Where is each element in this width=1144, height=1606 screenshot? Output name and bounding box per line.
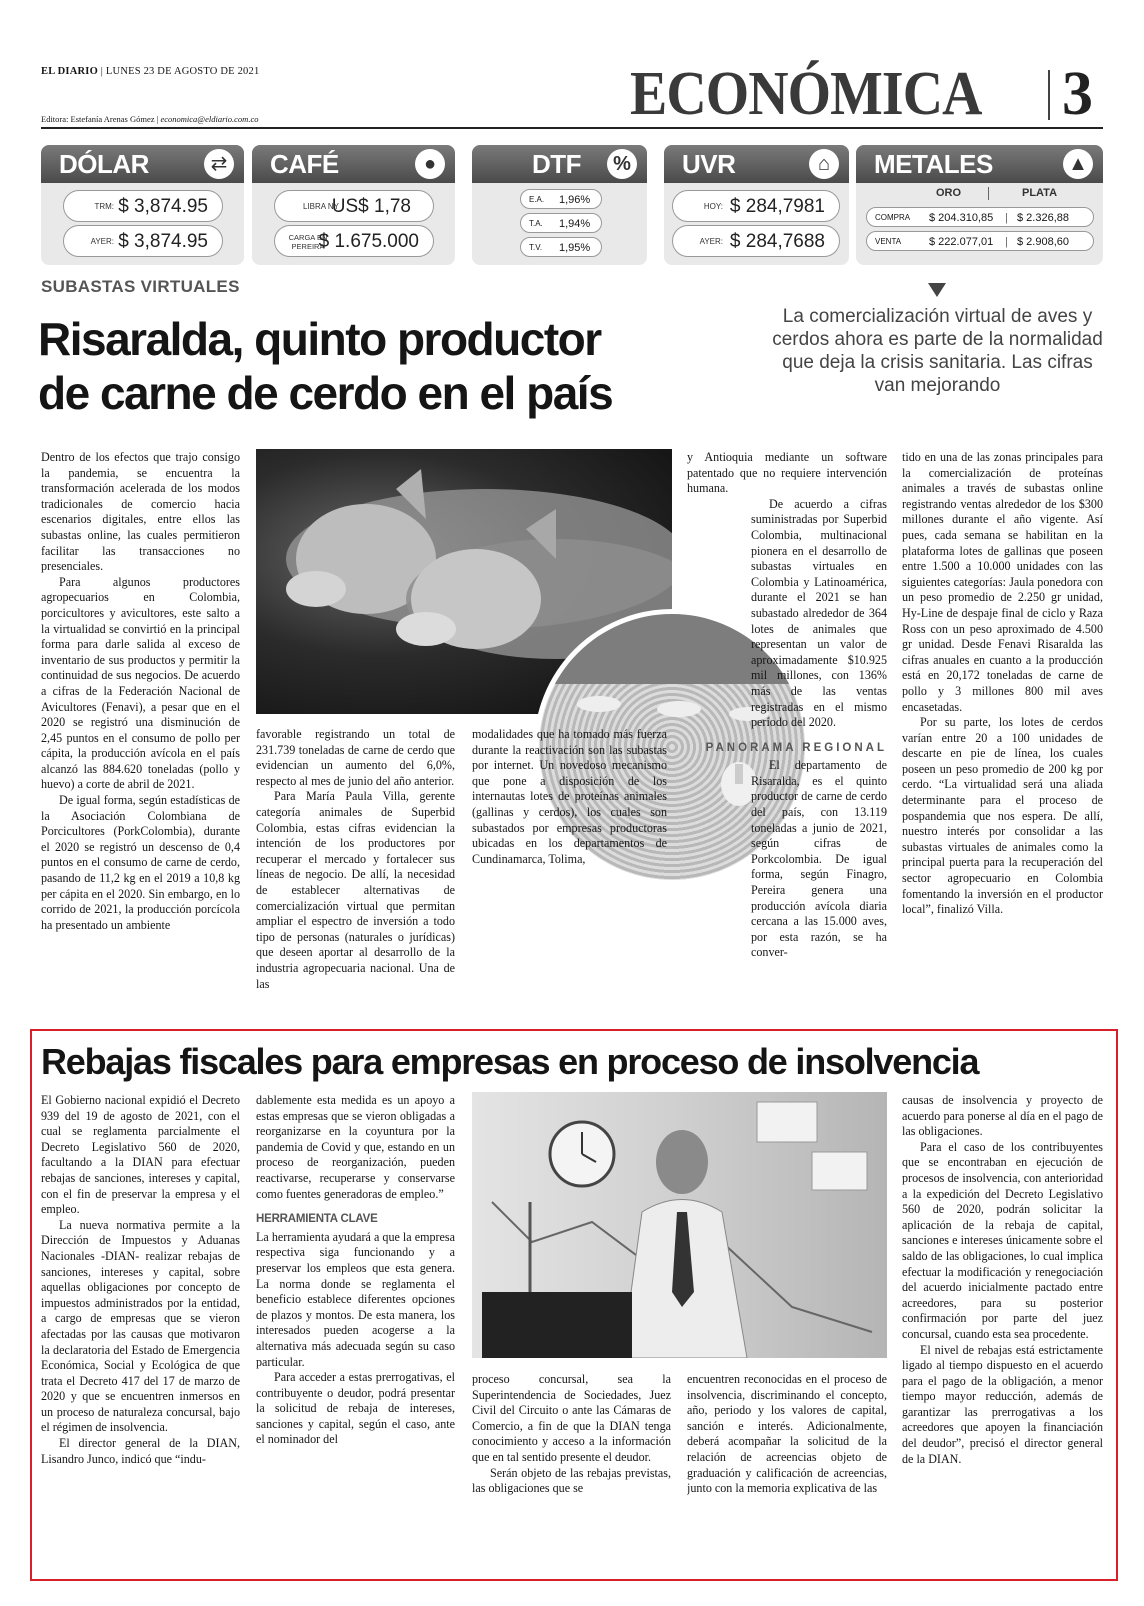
metales-venta-pill: VENTA $ 222.077,01 | $ 2.908,60 — [866, 231, 1094, 251]
businessman-photo — [472, 1092, 887, 1358]
dtf-tv-pill: T.V. 1,95% — [520, 237, 602, 257]
ticker-cafe — [252, 145, 455, 265]
section-divider — [1048, 70, 1050, 120]
article1-column-5: tido en una de las zonas principales para la comercialización de proteínas animales a través de subastas online registrando ventas alrededor de los $300 millones durante el año vigente. Así pues, cada semana se habilitan en la plataforma lotes de gallinas que poseen entre 1.500 a 10.000 unidades con las siguientes categorías: Jaula ponedora con un peso promedio de 2.250 gr unidad, Hy-Line de despaje final de ciclo y Raza Ross con un peso aproximado de 4.500 gr unidad. Desde Fenavi Risaralda las cifras anuales en cuanto a la producción está en 20,172 toneladas de carne de pollo y 3 millones 800 mil aves encasetadas. Por su parte, los lotes de cerdos varían entre 20 a 100 unidades de descarte en pie de línea, los cuales poseen un peso promedio de 200 kg por cerdo. “La virtualidad será una aliada determinante para el proceso de pospandemia que nos espera. De allí, nuestro interés por consolidar a las subastas virtuales de animales como la principal puerta para la recuperación del sector agropecuario en Colombia fomentando la inversión en el productor local”, finalizó Villa. — [902, 450, 1103, 917]
article1-headline-line1: Risaralda, quinto productor — [38, 313, 601, 365]
dtf-ta-pill: T.A. 1,94% — [520, 213, 602, 233]
ticker-cafe-title: CAFÉ — [252, 145, 455, 183]
article1-headline-line2: de carne de cerdo en el país — [38, 367, 613, 419]
businessman-illustration — [472, 1092, 887, 1358]
masthead-paper-date: EL DIARIO | LUNES 23 DE AGOSTO DE 2021 — [41, 66, 260, 77]
metales-col-plata: PLATA — [1022, 187, 1058, 199]
herramienta-clave-subhead: HERRAMIENTA CLAVE — [256, 1213, 378, 1226]
editor-email[interactable]: economica@eldiario.com.co — [160, 114, 259, 124]
metales-col-oro: ORO — [936, 187, 962, 199]
article2-column-3: proceso concursal, sea la Superintendencia de Sociedades, Juez Civil del Circuito o ante las Cámaras de Comercio, a fin de que la DIAN tenga conocimiento y acceso a la información que en tal sentido presente el deudor. Serán objeto de las rebajas previstas, las obligaciones que se — [472, 1372, 671, 1496]
article1-headline — [38, 312, 612, 420]
down-arrow-icon — [928, 283, 946, 297]
article1-column-3: modalidades que ha tomado más fuerza durante la reactivación son las subastas por internet. Un novedoso mecanismo que pone a disposición de los internautas lotes de proteínas animales (gallinas y cerdos), los cuales son subastados por empresas productoras ubicadas en los departamentos de Cundinamarca, Tolima, — [472, 727, 667, 866]
uvr-hoy-pill: HOY: $ 284,7981 — [672, 190, 840, 222]
cafe-ny-pill: LIBRA NY US$ 1,78 — [274, 190, 434, 222]
metales-compra-pill: COMPRA $ 204.310,85 | $ 2.326,88 — [866, 207, 1094, 227]
cafe-pereira-pill: CARGA EN PEREIRA $ 1.675.000 — [274, 225, 434, 257]
article1-column-4: y Antioquia mediante un software patentado que no requiere intervención humana. De acuerdo a cifras suministradas por Superbid Colombia, multinacional pionera en el desarrollo de subastas virtuales en Colombia y Latinoamérica, durante el 2021 se han subastado alrededor de 364 lotes de animales que representan un valor de aproximadamente $10.925 mil millones, con 136% más de las ventas registradas en el mismo período del 2020. PANORAMA REGIONAL El departamento de Risaralda, es el quinto productor de carne de cerdo del país, con 13.119 toneladas a junio de 2021, según cifras de Porkcolombia. De igual forma, según Finagro, Pereira genera una producción avícola diaria cercana a las 15.000 aves, por esta razón, se ha conver- — [687, 450, 887, 960]
editor-name: Editora: Estefanía Arenas Gómez — [41, 114, 155, 124]
dolar-ayer-pill: AYER: $ 3,874.95 — [63, 225, 223, 257]
article1-subhead: La comercialización virtual de aves y cerdos ahora es parte de la normalidad que deja la crisis sanitaria. Las cifras van mejorando — [772, 306, 1103, 396]
ticker-dolar — [41, 145, 244, 265]
ticker-dtf — [472, 145, 647, 265]
article2-column-2: dablemente esta medida es un apoyo a estas empresas que se vieron obligadas a reorganizarse en la coyuntura por la pandemia de Covid y que, estando en un proceso de reorganización, pueden reactivarse, recuperarse y conservarse como fuentes generadoras de empleo.” HERRAMIENTA CLAVE La herramienta ayudará a que la empresa respectiva siga funcionando y a preservar los empleos que esta genera. La norma donde se reglamenta el beneficio establece diferentes opciones de plazos y montos. De esta manera, los interesados pueden acogerse a la alternativa más adecuada según su caso particular. Para acceder a estas prerrogativas, el contribuyente o deudor, podrá presentar la solicitud de rebaja de intereses, sanciones y capital, según el caso, ante el nominador del — [256, 1093, 455, 1447]
panorama-regional-subhead: PANORAMA REGIONAL — [705, 741, 887, 754]
ticker-dtf-title: DTF — [472, 145, 647, 183]
article1-kicker: SUBASTAS VIRTUALES — [41, 277, 240, 296]
paper-name: EL DIARIO — [41, 66, 98, 77]
page-number: 3 — [1062, 60, 1093, 128]
section-title: ECONÓMICA — [630, 60, 982, 128]
article2-column-4: encuentren reconocidas en el proceso de insolvencia, discriminando el concepto, año, periodo y los valores de capital, sanción e interés. Adicionalmente, deberá acompañar la solicitud de la relación de acreencias objeto de graduación y calificación de acreencias, junto con la memoria explicativa de las — [687, 1372, 887, 1496]
ticker-uvr-title: UVR — [664, 145, 849, 183]
editor-line: Editora: Estefanía Arenas Gómez | economica@eldiario.com.co — [41, 114, 259, 124]
house-icon: ⌂ — [809, 149, 839, 179]
ticker-metales-title: METALES — [856, 145, 1103, 183]
dtf-ea-pill: E.A. 1,96% — [520, 189, 602, 209]
percent-icon: % — [607, 149, 637, 179]
article1-column-2: favorable registrando un total de 231.739 toneladas de carne de cerdo que evidencian un aumento del 6,0%, respecto al mes de junio del año anterior. Para María Paula Villa, gerente categoría animales de Superbid Colombia, estas cifras evidencian la intención de los productores por recuperar el mercado y fortalecer sus líneas de negocio. De allí, la necesidad de establecer alternativas de comercialización virtual que permitan ampliar el espectro de inversión a todo tipo de personas (naturales o jurídicas) que deseen aportar al desarrollo de la industria agropecuaria nacional. Una de las — [256, 727, 455, 991]
article2-headline: Rebajas fiscales para empresas en proceso de insolvencia — [41, 1041, 979, 1082]
exchange-icon: ⇄ — [204, 149, 234, 179]
article2-column-1: El Gobierno nacional expidió el Decreto 939 del 19 de agosto de 2021, con el cual se reglamenta parcialmente el Decreto Legislativo 560 de 2020, facultando a la DIAN para efectuar rebajas de sanciones, intereses y capital, con el fin de preservar la empresa y el empleo. La nueva normativa permite a la Dirección de Impuestos y Aduanas Nacionales -DIAN- realizar rebajas de sanciones, intereses y capital, sobre aquellas obligaciones por concepto de impuestos administrados por la entidad, a cargo de empresas que se vieron afectadas por las causas que motivaron la declaratoria del Estado de Emergencia Económica, Social y Ecológica de que trata el Decreto 417 del 17 de marzo de 2020 y que se encuentren inmersos en un proceso de naturaleza concursal, bajo el régimen de insolvencia. El director general de la DIAN, Lisandro Junco, indicó que “indu- — [41, 1093, 240, 1466]
ticker-metales — [856, 145, 1103, 265]
uvr-ayer-pill: AYER: $ 284,7688 — [672, 225, 840, 257]
article2-column-5: causas de insolvencia y proyecto de acuerdo para ponerse al día en el pago de las obligaciones. Para el caso de los contribuyentes que se encontraban en ejecución de procesos de insolvencia, con anterioridad a la expedición del Decreto Legislativo 560 de 2020, podrán solicitar la aplicación de la rebaja de capital, sanciones e intereses únicamente sobre el saldo de las obligaciones, lo cual implica efectuar la modificación y renegociación del acuerdo inicialmente pactado entre acreedores, para su posterior confirmación por parte del juez concursal, cuando esta sea procedente. El nivel de rebajas está estrictamente ligado al tiempo dispuesto en el acuerdo para el pago de la obligación, a menor tiempo mayor reducción, además de garantizar las prerrogativas a los acreedores que apoyen la financiación del deudor”, precisó el director general de la DIAN. — [902, 1093, 1103, 1466]
ticker-dolar-title: DÓLAR — [41, 145, 244, 183]
ticker-uvr — [664, 145, 849, 265]
metales-col-sep — [988, 187, 989, 200]
dolar-trm-pill: TRM: $ 3,874.95 — [63, 190, 223, 222]
article1-column-1: Dentro de los efectos que trajo consigo la pandemia, se encuentra la transformación acelerada de los modos tradicionales de comercio hacia escenarios digitales, entre ellos las subastas online, las cuales permitieron facilitar las transacciones no presenciales. Para algunos productores agropecuarios en Colombia, porcicultores y avicultores, este salto a la virtualidad se convirtió en la principal forma para darle salida al exceso de inventario de sus productos y permitir la continuidad de sus negocios. De acuerdo a cifras de la Federación Nacional de Avicultores (Fenavi), a pesar que en el 2020 se registró una disminución de 2,45 puntos en el consumo de pollo per cápita, la producción avícola en el país alcanzó las 884.620 toneladas (pollo y huevo) a corte de abril de 2021. De igual forma, según estadísticas de la Asociación Colombiana de Porcicultores (PorkColombia), durante el 2020 se registró un descenso de 0,4 puntos en el consumo de carne de cerdo, pasando de 11,2 kg en el 2019 a 10,8 kg per cápita en el 2020. Sin embargo, en lo corrido de 2021, la producción porcícola ha presentado un ambiente — [41, 450, 240, 932]
issue-date: LUNES 23 DE AGOSTO DE 2021 — [105, 66, 260, 77]
gold-bars-icon: ▲ — [1063, 149, 1093, 179]
coffee-bean-icon: ● — [415, 149, 445, 179]
